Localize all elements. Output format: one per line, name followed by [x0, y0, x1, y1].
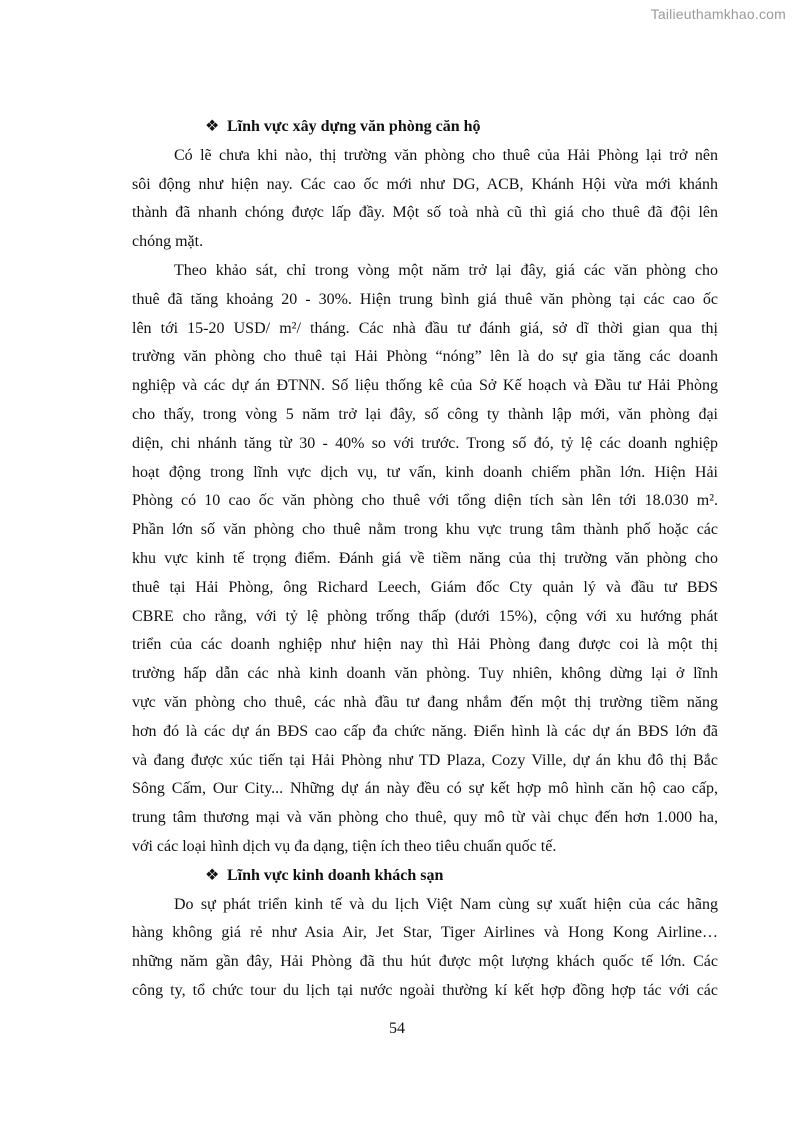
text-line: những năm gần đây, Hải Phòng đã thu hút được một lượng khách quốc tế lớn. Các [132, 953, 718, 971]
paragraph [132, 257, 718, 862]
heading-text: Lĩnh vực kinh doanh khách sạn [227, 866, 444, 884]
text-line: hàng không giá rẻ như Asia Air, Jet Star, Tiger Airlines và Hong Kong Airline… [132, 924, 718, 942]
text-line: thành đã nhanh chóng được lấp đầy. Một số toà nhà cũ thì giá cho thuê đã đội lên [132, 204, 718, 222]
text-line: chóng mặt. [132, 233, 204, 251]
text-line: cho thấy, trong vòng 5 năm trở lại đây, số công ty thành lập mới, văn phòng đại [132, 405, 718, 423]
text-line: triển của các doanh nghiệp như hiện nay thì Hải Phòng đang được coi là một thị [132, 636, 718, 654]
text-line: vực văn phòng cho thuê, các nhà đầu tư đang nhắm đến một thị trường tiềm năng [132, 693, 718, 711]
text-line: sôi động như hiện nay. Các cao ốc mới như DG, ACB, Khánh Hội vừa mới khánh [132, 175, 718, 193]
section-heading-office [205, 113, 718, 142]
text-line: Theo khảo sát, chỉ trong vòng một năm trở lại đây, giá các văn phòng cho [174, 261, 718, 279]
text-line: trung tâm thương mại và văn phòng cho thuê, quy mô từ vài chục đến hơn 1.000 ha, [132, 809, 718, 827]
watermark: Tailieuthamkhao.com [650, 6, 786, 22]
text-line: CBRE cho rằng, với tỷ lệ phòng trống thấp (dưới 15%), cộng với xu hướng phát [132, 607, 718, 625]
text-line: Có lẽ chưa khi nào, thị trường văn phòng cho thuê của Hải Phòng lại trở nên [174, 146, 718, 164]
paragraph [132, 142, 718, 257]
text-line: Do sự phát triển kinh tế và du lịch Việt Nam cùng sự xuất hiện của các hãng [174, 895, 718, 913]
heading-text: Lĩnh vực xây dựng văn phòng căn hộ [227, 118, 481, 135]
text-line: hơn đó là các dự án BĐS cao cấp đa chức năng. Điển hình là các dự án BĐS lớn đã [132, 722, 718, 740]
text-line: thuê đã tăng khoảng 20 - 30%. Hiện trung bình giá thuê văn phòng tại các cao ốc [132, 290, 718, 308]
text-line: khu vực kinh tế trọng điểm. Đánh giá về tiềm năng của thị trường văn phòng cho [132, 549, 718, 567]
text-line: nghiệp và các dự án ĐTNN. Số liệu thống kê của Sở Kế hoạch và Đầu tư Hải Phòng [132, 377, 718, 395]
text-line: Sông Cấm, Our City... Những dự án này đều có sự kết hợp mô hình căn hộ cao cấp, [132, 780, 718, 798]
text-line: Phần lớn số văn phòng cho thuê nằm trong khu vực trung tâm thành phố hoặc các [132, 521, 718, 539]
text-line: trường hấp dẫn các nhà kinh doanh văn phòng. Tuy nhiên, không dừng lại ở lĩnh [132, 665, 718, 683]
text-line: diện, chi nhánh tăng từ 30 - 40% so với trước. Trong số đó, tỷ lệ các doanh nghiệp [132, 434, 718, 452]
text-line: trường văn phòng cho thuê tại Hải Phòng “nóng” lên là do sự gia tăng các doanh [132, 348, 718, 366]
diamond-bullet-icon: ❖ [205, 866, 220, 884]
diamond-bullet-icon: ❖ [205, 118, 220, 135]
text-line: hoạt động trong lĩnh vực dịch vụ, tư vấn, kinh doanh chiếm phần lớn. Hiện Hải [132, 463, 718, 481]
text-line: công ty, tổ chức tour du lịch tại nước ngoài thường kí kết hợp đồng hợp tác với các [132, 981, 718, 999]
text-line: và đang được xúc tiến tại Hải Phòng như TD Plaza, Cozy Ville, dự án khu đô thị Bắc [132, 751, 718, 769]
section-heading-hotel [205, 862, 718, 891]
text-line: Phòng có 10 cao ốc văn phòng cho thuê với tổng diện tích sàn lên tới 18.030 m². [132, 492, 718, 510]
page-number: 54 [389, 1020, 405, 1037]
text-line: với các loại hình dịch vụ đa dạng, tiện ích theo tiêu chuẩn quốc tế. [132, 837, 557, 855]
text-line: thuê tại Hải Phòng, ông Richard Leech, Giám đốc Cty quản lý và đầu tư BĐS [132, 578, 718, 596]
text-line: lên tới 15-20 USD/ m²/ tháng. Các nhà đầu tư đánh giá, sở dĩ thời gian qua thị [132, 319, 718, 337]
paragraph [132, 891, 718, 1006]
page-content [132, 113, 718, 1006]
